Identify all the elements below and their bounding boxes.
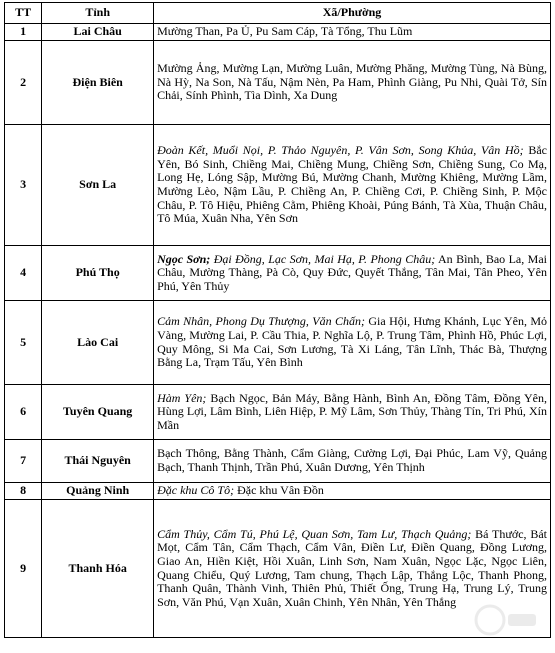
commune-list-italic: Hàm Yên; [157, 390, 207, 405]
province-name: Lai Châu [42, 24, 154, 41]
table-row [5, 385, 551, 440]
table-row [5, 246, 551, 301]
province-name: Quảng Ninh [42, 483, 154, 500]
header-tt: TT [5, 3, 42, 24]
province-name: Thanh Hóa [42, 500, 154, 638]
row-number: 7 [5, 440, 42, 483]
commune-list-text: Đặc khu Vân Đồn [234, 483, 324, 498]
province-name: Tuyên Quang [42, 385, 154, 440]
commune-list [154, 385, 551, 440]
commune-list-text: Bạch Thông, Bằng Thành, Cẩm Giàng, Cường Lợi, Đại Phúc, Lam Vỹ, Quảng Bạch, Thanh Thịnh, Trần Phú, Xuân Dương, Yên Thịnh [157, 446, 547, 474]
commune-list [154, 301, 551, 385]
row-number: 1 [5, 24, 42, 41]
row-number: 8 [5, 483, 42, 500]
commune-list-italic: Đoàn Kết, Muổi Nọi, P. Thảo Nguyên, P. Vân Sơn, Song Khủa, Vân Hồ; [157, 143, 524, 158]
row-number: 9 [5, 500, 42, 638]
table-row [5, 440, 551, 483]
commune-list-italic: Cảm Nhân, Phong Dụ Thượng, Văn Chấn; [157, 314, 365, 329]
commune-list [154, 125, 551, 246]
province-name: Lào Cai [42, 301, 154, 385]
commune-list-text: Bá Thước, Bát Mọt, Cẩm Tân, Cẩm Thạch, Cẩm Vân, Điền Lư, Điền Quang, Đồng Lương, Giao An, Hiền Kiệt, Hồi Xuân, Linh Sơn, Nam Xuân, Ngọc Lặc, Ngọc Liên, Quang Chiểu, Quý Lương, Tam chung, Thạch Lập, Thắng Lộc, Thanh Phong, Thanh Quân, Thành Vinh, Thiên Phủ, Thiết Ống, Trung Hạ, Trung Lý, Trung Sơn, Văn Phú, Vạn Xuân, Xuân Chinh, Yên Nhân, Yên Thắng [157, 526, 547, 609]
row-number: 4 [5, 246, 42, 301]
table-header-row [5, 3, 551, 24]
commune-list-text: Bắc Yên, Bó Sinh, Chiềng Mai, Chiềng Mung, Chiềng Sơn, Chiềng Sung, Co Mạ, Long Hẹ, Lóng Sập, Mường Bú, Mường Chanh, Mường Khiêng, Mường Lầm, Mường Lèo, Nậm Lầu, P. Chiềng An, P. Chiềng Cơi, P. Chiềng Sinh, P. Mộc Châu, P. Tô Hiệu, Phiêng Cằm, Phiêng Khoài, Púng Bánh, Tà Xùa, Thuận Châu, Tô Múa, Xuân Nha, Yên Sơn [157, 143, 548, 226]
commune-list-text: Gia Hội, Hưng Khánh, Lục Yên, Mỏ Vàng, Mường Lai, P. Cầu Thia, P. Nghĩa Lộ, P. Trung Tâm, Phình Hồ, Phúc Lợi, Quy Mông, Si Ma Cai, Sơn Lương, Tà Xi Láng, Tân Lĩnh, Thác Bà, Thượng Bằng La, Trạm Tấu, Yên Bình [157, 314, 547, 370]
table-row [5, 41, 551, 125]
province-name: Thái Nguyên [42, 440, 154, 483]
table-row [5, 125, 551, 246]
header-province: Tỉnh [42, 3, 154, 24]
commune-list-italic: Đại Đồng, Lạc Sơn, Mai Hạ, P. Phong Châu; [210, 251, 436, 266]
commune-list [154, 246, 551, 301]
table-row [5, 500, 551, 638]
commune-list-text: Bạch Ngọc, Bản Máy, Bằng Hành, Bình An, Đồng Tâm, Đồng Yên, Hùng Lợi, Lâm Bình, Liên Hiệp, P. Mỹ Lâm, Sơn Thủy, Thàng Tín, Tri Phú, Xín Mần [157, 390, 548, 432]
province-name: Sơn La [42, 125, 154, 246]
table-row [5, 483, 551, 500]
header-commune: Xã/Phường [154, 3, 551, 24]
province-name: Điện Biên [42, 41, 154, 125]
table-row [5, 301, 551, 385]
commune-list-italic: Đặc khu Cô Tô; [157, 483, 235, 498]
commune-list-italic: Cẩm Thủy, Cẩm Tú, Phú Lệ, Quan Sơn, Tam Lư, Thạch Quảng; [157, 526, 472, 541]
commune-list [154, 41, 551, 125]
row-number: 2 [5, 41, 42, 125]
row-number: 5 [5, 301, 42, 385]
commune-list-text: Mường Ảng, Mường Lạn, Mường Luân, Mường Phăng, Mường Tùng, Nà Bùng, Nà Hỳ, Na Son, Nà Tấu, Nậm Nèn, Pa Ham, Phình Giàng, Pu Nhi, Quài Tở, Sín Chải, Sính Phình, Tìa Dình, Xa Dung [157, 61, 547, 103]
province-name: Phú Thọ [42, 246, 154, 301]
table-row [5, 24, 551, 41]
watermark-logo-icon [470, 600, 540, 640]
row-number: 6 [5, 385, 42, 440]
commune-list [154, 24, 551, 41]
commune-list [154, 483, 551, 500]
commune-list-text: Mường Than, Pa Ủ, Pu Sam Cáp, Tà Tổng, Thu Lũm [157, 24, 413, 39]
commune-table [4, 2, 551, 638]
commune-list-bold-italic: Ngọc Sơn; [157, 251, 211, 266]
commune-list [154, 440, 551, 483]
row-number: 3 [5, 125, 42, 246]
commune-list-text: An Bình, Bao La, Mai Châu, Mường Thàng, Pà Cò, Quy Đức, Quyết Thắng, Tân Mai, Tân Pheo, Yên Phú, Yên Thủy [157, 251, 547, 293]
